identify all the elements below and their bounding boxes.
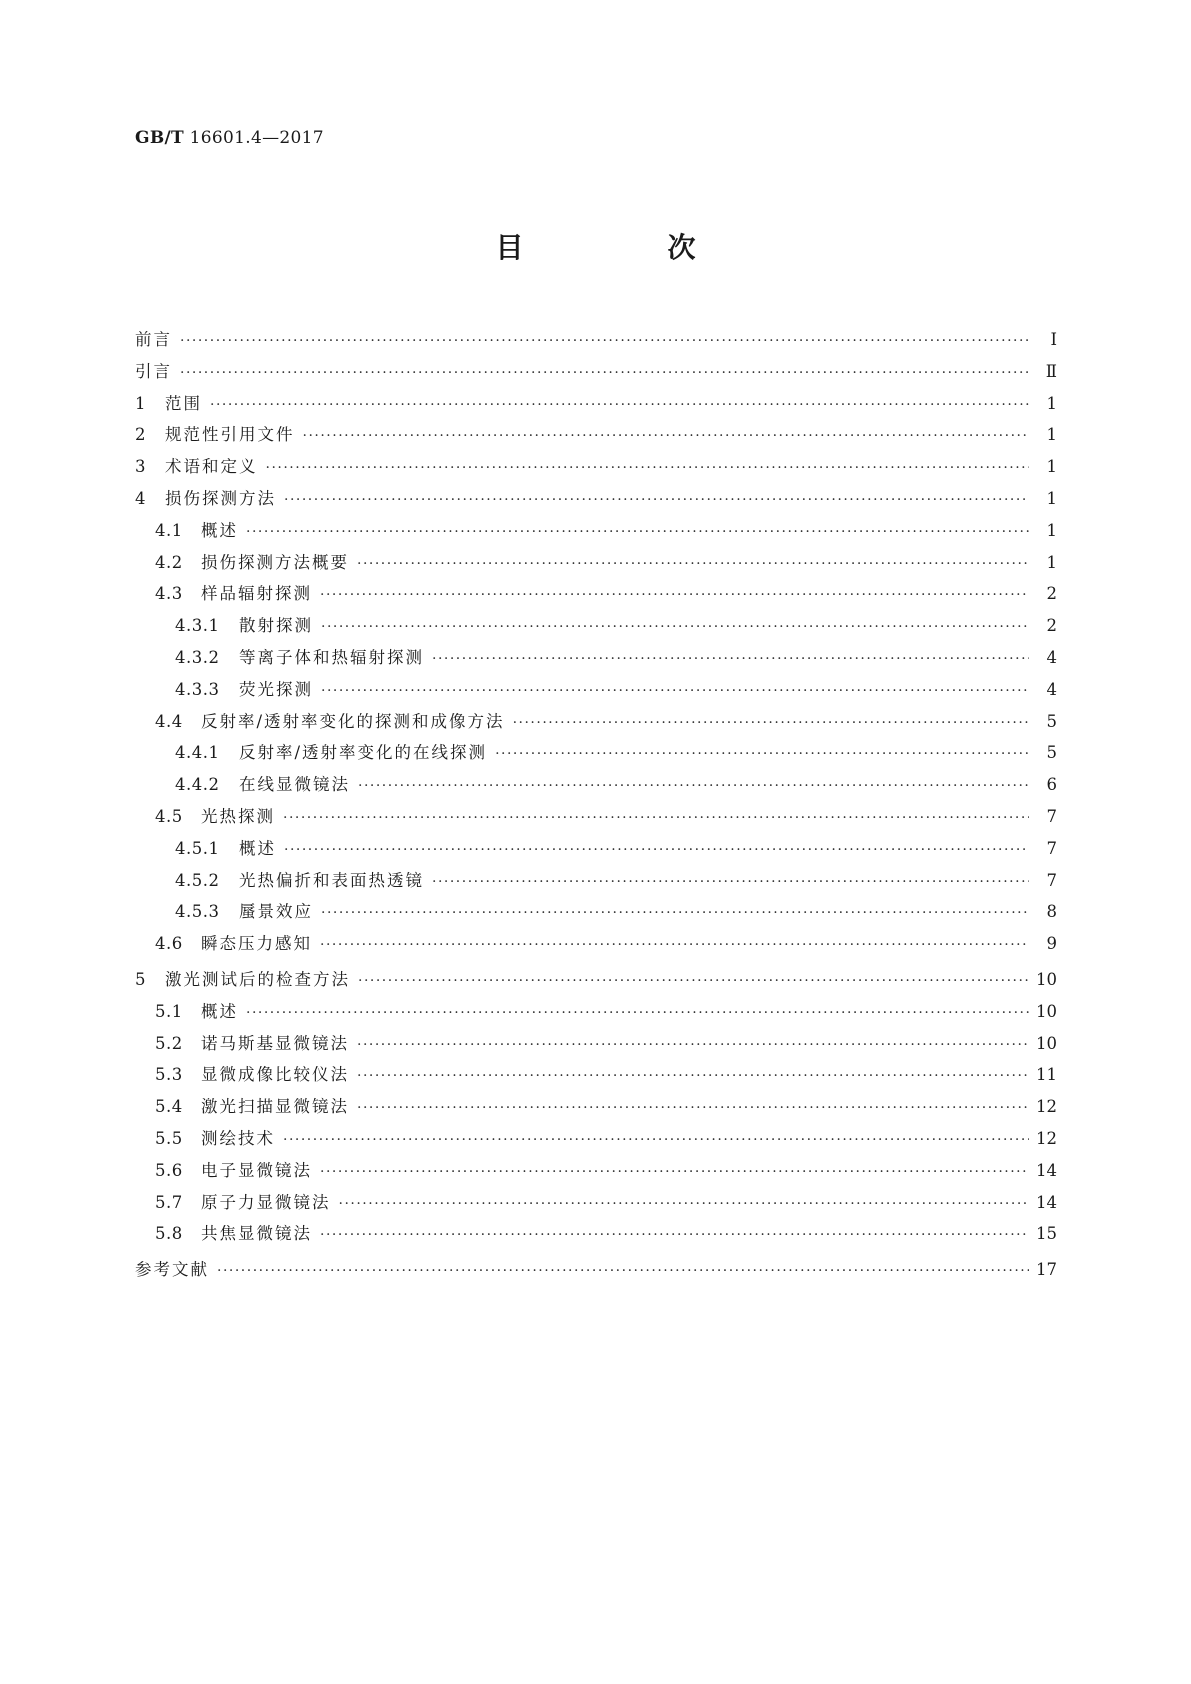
- toc-dot-leader: [432, 874, 1029, 890]
- toc-entry-label: 损伤探测方法概要: [201, 552, 349, 572]
- toc-dot-leader: [246, 1005, 1029, 1021]
- toc-entry[interactable]: [135, 549, 1057, 581]
- toc-entry-page: 4: [1046, 679, 1057, 699]
- toc-entry-page: 2: [1046, 616, 1057, 636]
- standard-code-number: 16601.4—2017: [189, 128, 324, 148]
- toc-entry[interactable]: [135, 1256, 1057, 1288]
- toc-entry-number: 4.5: [155, 806, 183, 826]
- toc-entry[interactable]: [135, 644, 1057, 676]
- toc-entry-page: 5: [1046, 743, 1057, 763]
- toc-entry[interactable]: [135, 453, 1057, 485]
- toc-entry-label: 显微成像比较仪法: [201, 1065, 349, 1085]
- toc-entry-page: 1: [1046, 488, 1057, 508]
- toc-entry[interactable]: [135, 1157, 1057, 1189]
- toc-entry[interactable]: [135, 1220, 1057, 1252]
- toc-dot-leader: [339, 1196, 1030, 1212]
- toc-entry-label: 激光测试后的检查方法: [165, 969, 350, 989]
- toc-dot-leader: [284, 492, 1029, 508]
- toc-dot-leader: [321, 619, 1029, 635]
- toc-dot-leader: [320, 1227, 1029, 1243]
- toc-entry[interactable]: [135, 580, 1057, 612]
- toc-entry-page: 15: [1036, 1224, 1057, 1244]
- toc-entry[interactable]: [135, 998, 1057, 1030]
- toc-entry[interactable]: [135, 1189, 1057, 1221]
- toc-entry-number: 5.4: [155, 1097, 183, 1117]
- toc-entry-label: 荧光探测: [239, 679, 313, 699]
- toc-entry-number: 5.1: [155, 1001, 183, 1021]
- toc-entry-number: 5.8: [155, 1224, 183, 1244]
- toc-entry-label: 散射探测: [239, 616, 313, 636]
- toc-entry-label: 诺马斯基显微镜法: [201, 1033, 349, 1053]
- page-title: 目 次: [495, 231, 754, 264]
- toc-entry-number: 4.3.2: [175, 647, 220, 667]
- toc-dot-leader: [432, 651, 1029, 667]
- toc-entry-label: 概述: [201, 1001, 238, 1021]
- toc-entry-page: 12: [1036, 1128, 1057, 1148]
- toc-entry[interactable]: [135, 771, 1057, 803]
- toc-entry[interactable]: [135, 966, 1057, 998]
- toc-dot-leader: [357, 1100, 1029, 1116]
- toc-entry-page: 11: [1036, 1065, 1057, 1085]
- toc-entry-number: 5.7: [155, 1192, 183, 1212]
- toc-entry-number: 3: [135, 457, 146, 477]
- toc-entry-page: 10: [1036, 969, 1057, 989]
- toc-dot-leader: [180, 333, 1029, 349]
- table-of-contents: [135, 326, 1057, 1288]
- toc-entry-number: 4.6: [155, 934, 183, 954]
- toc-entry[interactable]: [135, 739, 1057, 771]
- toc-entry-label: 原子力显微镜法: [201, 1192, 331, 1212]
- toc-entry-page: 17: [1036, 1260, 1057, 1280]
- toc-entry-label: 反射率/透射率变化的探测和成像方法: [201, 711, 505, 731]
- toc-entry-label: 术语和定义: [165, 457, 258, 477]
- toc-entry-number: 5.3: [155, 1065, 183, 1085]
- toc-entry-label: 激光扫描显微镜法: [201, 1097, 349, 1117]
- toc-entry-number: 5.2: [155, 1033, 183, 1053]
- toc-entry-label: 蜃景效应: [239, 902, 313, 922]
- toc-entry[interactable]: [135, 708, 1057, 740]
- toc-entry-number: 5.5: [155, 1128, 183, 1148]
- toc-dot-leader: [217, 1263, 1029, 1279]
- toc-entry-label: 规范性引用文件: [165, 425, 295, 445]
- toc-entry-number: 2: [135, 425, 146, 445]
- toc-entry[interactable]: [135, 867, 1057, 899]
- toc-entry-label: 共焦显微镜法: [201, 1224, 312, 1244]
- toc-entry-number: 4.4.1: [175, 743, 220, 763]
- toc-dot-leader: [321, 683, 1029, 699]
- toc-entry-page: 1: [1046, 552, 1057, 572]
- toc-entry-label: 样品辐射探测: [201, 584, 312, 604]
- toc-entry-label: 概述: [239, 838, 276, 858]
- toc-entry-label: 在线显微镜法: [239, 775, 350, 795]
- standard-code: [135, 128, 324, 148]
- toc-entry-label: 参考文献: [135, 1260, 209, 1280]
- toc-entry-number: 4.3: [155, 584, 183, 604]
- toc-entry-page: 10: [1036, 1001, 1057, 1021]
- standard-code-prefix: GB/T: [135, 128, 184, 148]
- toc-entry[interactable]: [135, 390, 1057, 422]
- toc-entry-label: 测绘技术: [201, 1128, 275, 1148]
- toc-entry-page: 7: [1046, 806, 1057, 826]
- toc-dot-leader: [357, 556, 1029, 572]
- toc-entry[interactable]: [135, 485, 1057, 517]
- toc-dot-leader: [210, 397, 1029, 413]
- toc-entry-number: 4.5.1: [175, 838, 220, 858]
- toc-dot-leader: [180, 365, 1029, 381]
- toc-dot-leader: [320, 937, 1029, 953]
- toc-entry-label: 电子显微镜法: [201, 1160, 312, 1180]
- toc-entry-label: 前言: [135, 330, 172, 349]
- toc-entry[interactable]: [135, 326, 1057, 358]
- toc-entry-page: 9: [1046, 934, 1057, 954]
- toc-entry-number: 4.4: [155, 711, 183, 731]
- toc-entry[interactable]: [135, 358, 1057, 390]
- toc-entry[interactable]: [135, 676, 1057, 708]
- toc-dot-leader: [320, 587, 1029, 603]
- toc-entry-label: 引言: [135, 361, 172, 381]
- toc-dot-leader: [358, 973, 1029, 989]
- toc-dot-leader: [357, 1037, 1029, 1053]
- toc-entry-page: Ⅰ: [1050, 330, 1057, 349]
- toc-entry-label: 等离子体和热辐射探测: [239, 647, 424, 667]
- toc-entry-label: 损伤探测方法: [165, 488, 276, 508]
- toc-entry[interactable]: [135, 803, 1057, 835]
- toc-entry-number: 4.1: [155, 520, 183, 540]
- toc-entry[interactable]: [135, 1030, 1057, 1062]
- toc-entry-page: 1: [1046, 425, 1057, 445]
- toc-entry-page: 2: [1046, 584, 1057, 604]
- toc-dot-leader: [357, 1068, 1029, 1084]
- toc-dot-leader: [246, 524, 1029, 540]
- toc-entry[interactable]: [135, 1061, 1057, 1093]
- toc-entry-label: 范围: [165, 393, 202, 413]
- toc-entry-page: 5: [1046, 711, 1057, 731]
- toc-entry-label: 光热偏折和表面热透镜: [239, 870, 424, 890]
- toc-entry-page: 7: [1046, 838, 1057, 858]
- toc-dot-leader: [284, 842, 1029, 858]
- toc-entry-page: 12: [1036, 1097, 1057, 1117]
- toc-entry-page: 1: [1046, 457, 1057, 477]
- toc-entry-number: 5.6: [155, 1160, 183, 1180]
- toc-entry[interactable]: [135, 1125, 1057, 1157]
- toc-dot-leader: [283, 810, 1029, 826]
- toc-dot-leader: [283, 1132, 1029, 1148]
- toc-dot-leader: [303, 428, 1030, 444]
- toc-entry-label: 光热探测: [201, 806, 275, 826]
- toc-entry-label: 概述: [201, 520, 238, 540]
- toc-entry-label: 瞬态压力感知: [201, 934, 312, 954]
- toc-dot-leader: [513, 715, 1029, 731]
- toc-entry-number: 4.2: [155, 552, 183, 572]
- toc-entry-page: 6: [1046, 775, 1057, 795]
- toc-dot-leader: [358, 778, 1029, 794]
- toc-entry-number: 4.5.3: [175, 902, 220, 922]
- toc-entry-page: Ⅱ: [1045, 361, 1057, 381]
- toc-entry-page: 8: [1046, 902, 1057, 922]
- toc-entry-page: 10: [1036, 1033, 1057, 1053]
- toc-entry[interactable]: [135, 612, 1057, 644]
- toc-entry-number: 5: [135, 969, 146, 989]
- toc-entry[interactable]: [135, 898, 1057, 930]
- toc-entry-page: 14: [1036, 1160, 1057, 1180]
- toc-entry-page: 14: [1036, 1192, 1057, 1212]
- toc-dot-leader: [495, 746, 1029, 762]
- toc-entry-page: 7: [1046, 870, 1057, 890]
- toc-entry[interactable]: [135, 517, 1057, 549]
- toc-entry-number: 4.5.2: [175, 870, 220, 890]
- toc-entry-number: 4.4.2: [175, 775, 220, 795]
- toc-dot-leader: [320, 1164, 1029, 1180]
- toc-dot-leader: [266, 460, 1030, 476]
- toc-dot-leader: [321, 905, 1029, 921]
- toc-entry-page: 1: [1046, 393, 1057, 413]
- toc-entry[interactable]: [135, 835, 1057, 867]
- toc-entry-number: 4.3.3: [175, 679, 220, 699]
- toc-entry-page: 1: [1046, 520, 1057, 540]
- toc-entry-page: 4: [1046, 647, 1057, 667]
- toc-entry-number: 4.3.1: [175, 616, 220, 636]
- toc-entry-number: 4: [135, 488, 146, 508]
- toc-entry[interactable]: [135, 421, 1057, 453]
- toc-entry[interactable]: [135, 930, 1057, 962]
- toc-entry-label: 反射率/透射率变化的在线探测: [239, 743, 488, 763]
- toc-entry[interactable]: [135, 1093, 1057, 1125]
- toc-entry-number: 1: [135, 393, 146, 413]
